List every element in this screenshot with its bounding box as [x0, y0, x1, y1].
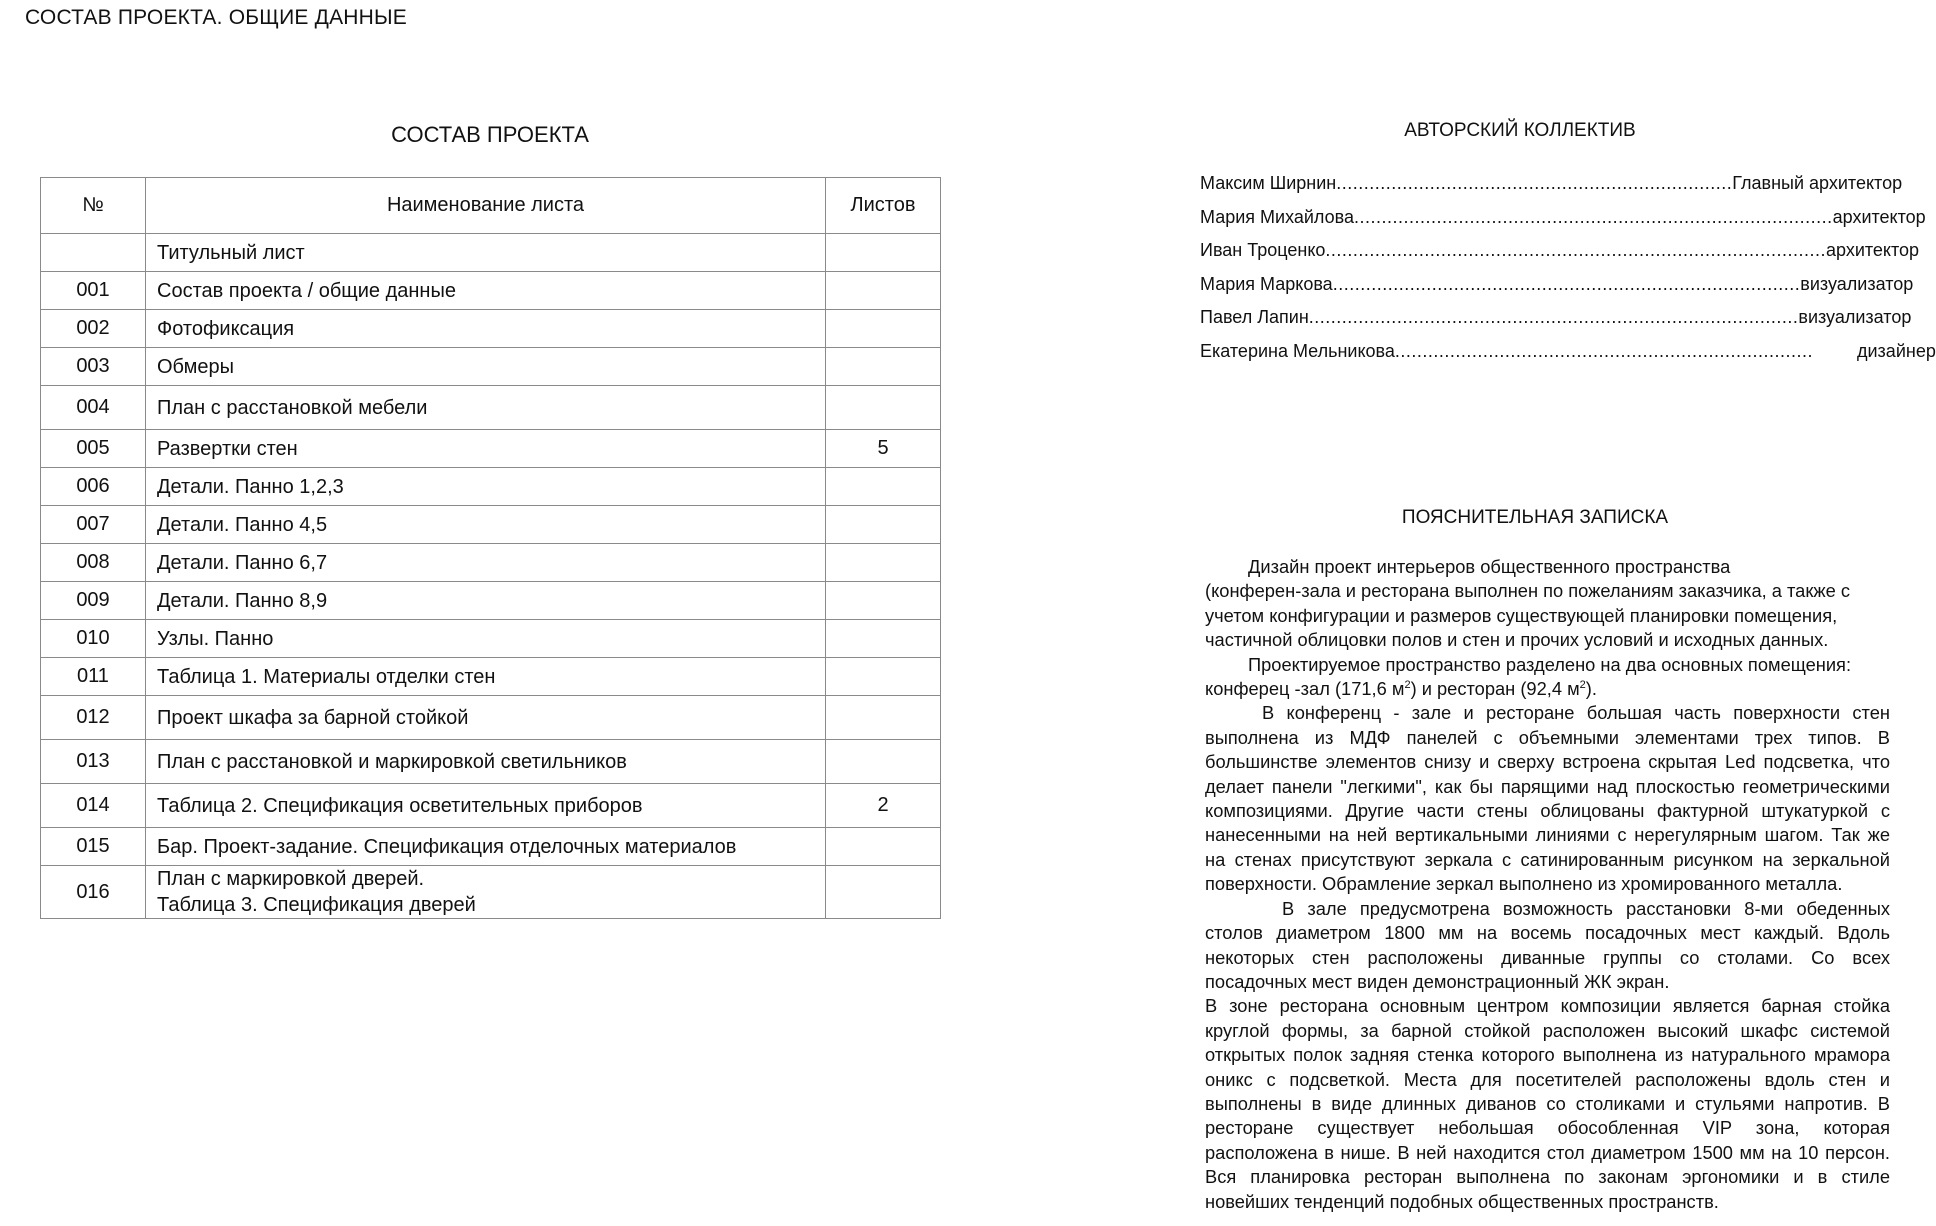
author-name: Мария Михайлова	[1200, 206, 1355, 227]
author-dots: .......................................................................................	[1354, 206, 1833, 227]
sheet-number: 013	[41, 740, 146, 784]
table-row	[41, 620, 941, 658]
sheet-count	[826, 310, 941, 348]
sheet-name: План с расстановкой и маркировкой светильников	[146, 740, 826, 784]
author-name: Мария Маркова	[1200, 273, 1333, 294]
sheet-number: 004	[41, 386, 146, 430]
table-row	[41, 506, 941, 544]
sheet-name	[146, 866, 826, 919]
note-line: (конферен-зала и ресторана выполнен по пожеланиям заказчика, а также с	[1205, 580, 1850, 602]
column-header-name: Наименование листа	[146, 178, 826, 234]
authors-list	[1200, 167, 1936, 369]
sheet-count	[826, 582, 941, 620]
note-text: ) и ресторан (92,4 м	[1410, 678, 1580, 700]
sheet-count	[826, 828, 941, 866]
sheets-table	[40, 177, 941, 919]
sheet-name: Детали. Панно 8,9	[146, 582, 826, 620]
sheet-name: Проект шкафа за барной стойкой	[146, 696, 826, 740]
sheet-name: Обмеры	[146, 348, 826, 386]
note-line: частичной облицовки полов и стен и прочих условий и исходных данных.	[1205, 629, 1829, 651]
author-row	[1200, 301, 1912, 335]
note-text: ).	[1585, 678, 1597, 700]
author-role: Главный архитектор	[1732, 173, 1903, 193]
author-role: архитектор	[1826, 240, 1920, 261]
sheet-number: 015	[41, 828, 146, 866]
sheet-name: Детали. Панно 1,2,3	[146, 468, 826, 506]
sheet-number: 007	[41, 506, 146, 544]
page-title: СОСТАВ ПРОЕКТА. ОБЩИЕ ДАННЫЕ	[25, 6, 408, 29]
sheet-count: 5	[826, 430, 941, 468]
table-row	[41, 696, 941, 740]
note-paragraph: В конференц - зале и ресторане большая часть поверхности стен выполнена из МДФ панелей с объемными элементами трех типов. В большинстве элементов снизу и сверху встроена скрытая Led подсветка, что делает панели "легкими", как бы парящими над плоскостью геометрическими композициями. Другие части стены облицованы фактурной штукатуркой с нанесенными на ней вертикальными линиями с нерегулярным шагом. Так же на стенах присутствуют зеркала с сатинированным рисунком на зеркальной поверхности. Обрамление зеркал выполнено из хромированного металла.	[1205, 702, 1890, 895]
sheet-count	[826, 272, 941, 310]
sheet-number: 005	[41, 430, 146, 468]
note-superscript: 2	[1579, 678, 1586, 691]
composition-heading: СОСТАВ ПРОЕКТА	[391, 122, 589, 147]
table-row	[41, 828, 941, 866]
table-row	[41, 740, 941, 784]
note-superscript: 2	[1404, 678, 1411, 691]
author-name: Екатерина Мельникова	[1200, 340, 1395, 361]
sheet-number: 006	[41, 468, 146, 506]
table-row	[41, 234, 941, 272]
author-name: Иван Троценко	[1200, 240, 1326, 261]
author-role: архитектор	[1832, 206, 1926, 227]
author-row	[1200, 201, 1926, 235]
note-line: Дизайн проект интерьеров общественного пространства	[1248, 556, 1731, 577]
sheet-count	[826, 386, 941, 430]
sheet-number: 016	[41, 866, 146, 919]
sheet-name: Узлы. Панно	[146, 620, 826, 658]
note-text: конферец -зал (171,6 м	[1205, 678, 1405, 700]
sheet-count	[826, 506, 941, 544]
sheet-count	[826, 696, 941, 740]
sheet-number: 010	[41, 620, 146, 658]
explanatory-note	[1205, 555, 1890, 1214]
sheet-number: 011	[41, 658, 146, 696]
sheet-name: Детали. Панно 6,7	[146, 544, 826, 582]
sheet-name-line: План с маркировкой дверей.	[157, 868, 425, 890]
author-row	[1200, 268, 1914, 302]
table-row	[41, 272, 941, 310]
author-row	[1200, 234, 1920, 268]
table-row	[41, 310, 941, 348]
author-dots: .........................................................................................	[1308, 307, 1799, 328]
sheet-number: 012	[41, 696, 146, 740]
column-header-count: Листов	[826, 178, 941, 234]
table-row	[41, 544, 941, 582]
table-row	[41, 386, 941, 430]
note-paragraph: В зоне ресторана основным центром композиции является барная стойка круглой формы, за барной стойкой расположен высокий шкафс системой открытых полок задняя стенка которого выполнена из натурального мрамора оникс с подсветкой. Места для посетителей расположены вдоль стен и выполнены в виде длинных диванов со столиками и стульями напротив. В ресторане существует небольшая обособленная VIP зона, которая расположена в нише. В ней находится стол диаметром 1500 мм на 10 персон. Вся планировка ресторан выполнена по законам эргономики и в стиле новейших тенденций подобных общественных пространств.	[1205, 995, 1890, 1212]
sheet-count	[826, 544, 941, 582]
author-dots: ...........................................................................................	[1325, 240, 1826, 261]
author-role: визуализатор	[1800, 273, 1914, 294]
table-row	[41, 430, 941, 468]
note-line: Проектируемое пространство разделено на два основных помещения:	[1248, 653, 1852, 675]
sheet-name: Бар. Проект-задание. Спецификация отделочных материалов	[146, 828, 826, 866]
authors-heading: АВТОРСКИЙ КОЛЛЕКТИВ	[1404, 120, 1636, 141]
sheet-number: 009	[41, 582, 146, 620]
sheet-name: Таблица 1. Материалы отделки стен	[146, 658, 826, 696]
note-line	[1205, 677, 1890, 701]
table-row	[41, 348, 941, 386]
author-name: Павел Лапин	[1200, 307, 1309, 328]
author-dots: ............................................................................	[1394, 340, 1857, 361]
table-row	[41, 658, 941, 696]
table-row	[41, 468, 941, 506]
sheet-count	[826, 348, 941, 386]
author-row	[1200, 335, 1936, 369]
sheet-count	[826, 866, 941, 919]
author-dots: ........................................................................	[1336, 173, 1733, 193]
author-dots: .....................................................................................	[1332, 273, 1801, 294]
note-line: учетом конфигурации и размеров существующей планировки помещения,	[1205, 604, 1838, 626]
sheet-count	[826, 658, 941, 696]
note-heading: ПОЯСНИТЕЛЬНАЯ ЗАПИСКА	[1401, 507, 1669, 528]
author-role: визуализатор	[1798, 307, 1912, 328]
sheet-count	[826, 740, 941, 784]
sheet-number	[41, 234, 146, 272]
sheet-name: Развертки стен	[146, 430, 826, 468]
sheet-count	[826, 468, 941, 506]
sheet-name-line: Таблица 3. Спецификация дверей	[157, 894, 476, 916]
sheet-number: 014	[41, 784, 146, 828]
table-row	[41, 866, 941, 919]
sheet-count: 2	[826, 784, 941, 828]
note-paragraph: В зале предусмотрена возможность расстановки 8-ми обеденных столов диаметром 1800 мм на восемь посадочных мест каждый. Вдоль некоторых стен расположены диванные группы со столами. Со всех посадочных мест виден демонстрационный ЖК экран.	[1205, 897, 1890, 992]
author-row	[1200, 167, 1903, 201]
sheet-name: Детали. Панно 4,5	[146, 506, 826, 544]
sheet-name: Фотофиксация	[146, 310, 826, 348]
table-header-row	[41, 178, 941, 234]
table-row	[41, 582, 941, 620]
sheet-number: 002	[41, 310, 146, 348]
table-row	[41, 784, 941, 828]
sheet-number: 008	[41, 544, 146, 582]
sheet-count	[826, 234, 941, 272]
sheet-name: План с расстановкой мебели	[146, 386, 826, 430]
sheet-number: 003	[41, 348, 146, 386]
author-role: дизайнер	[1857, 340, 1936, 361]
sheet-name: Состав проекта / общие данные	[146, 272, 826, 310]
author-name: Максим Ширнин	[1200, 173, 1337, 193]
column-header-num: №	[41, 178, 146, 234]
sheet-count	[826, 620, 941, 658]
sheet-name: Таблица 2. Спецификация осветительных приборов	[146, 784, 826, 828]
sheet-number: 001	[41, 272, 146, 310]
sheet-name: Титульный лист	[146, 234, 826, 272]
